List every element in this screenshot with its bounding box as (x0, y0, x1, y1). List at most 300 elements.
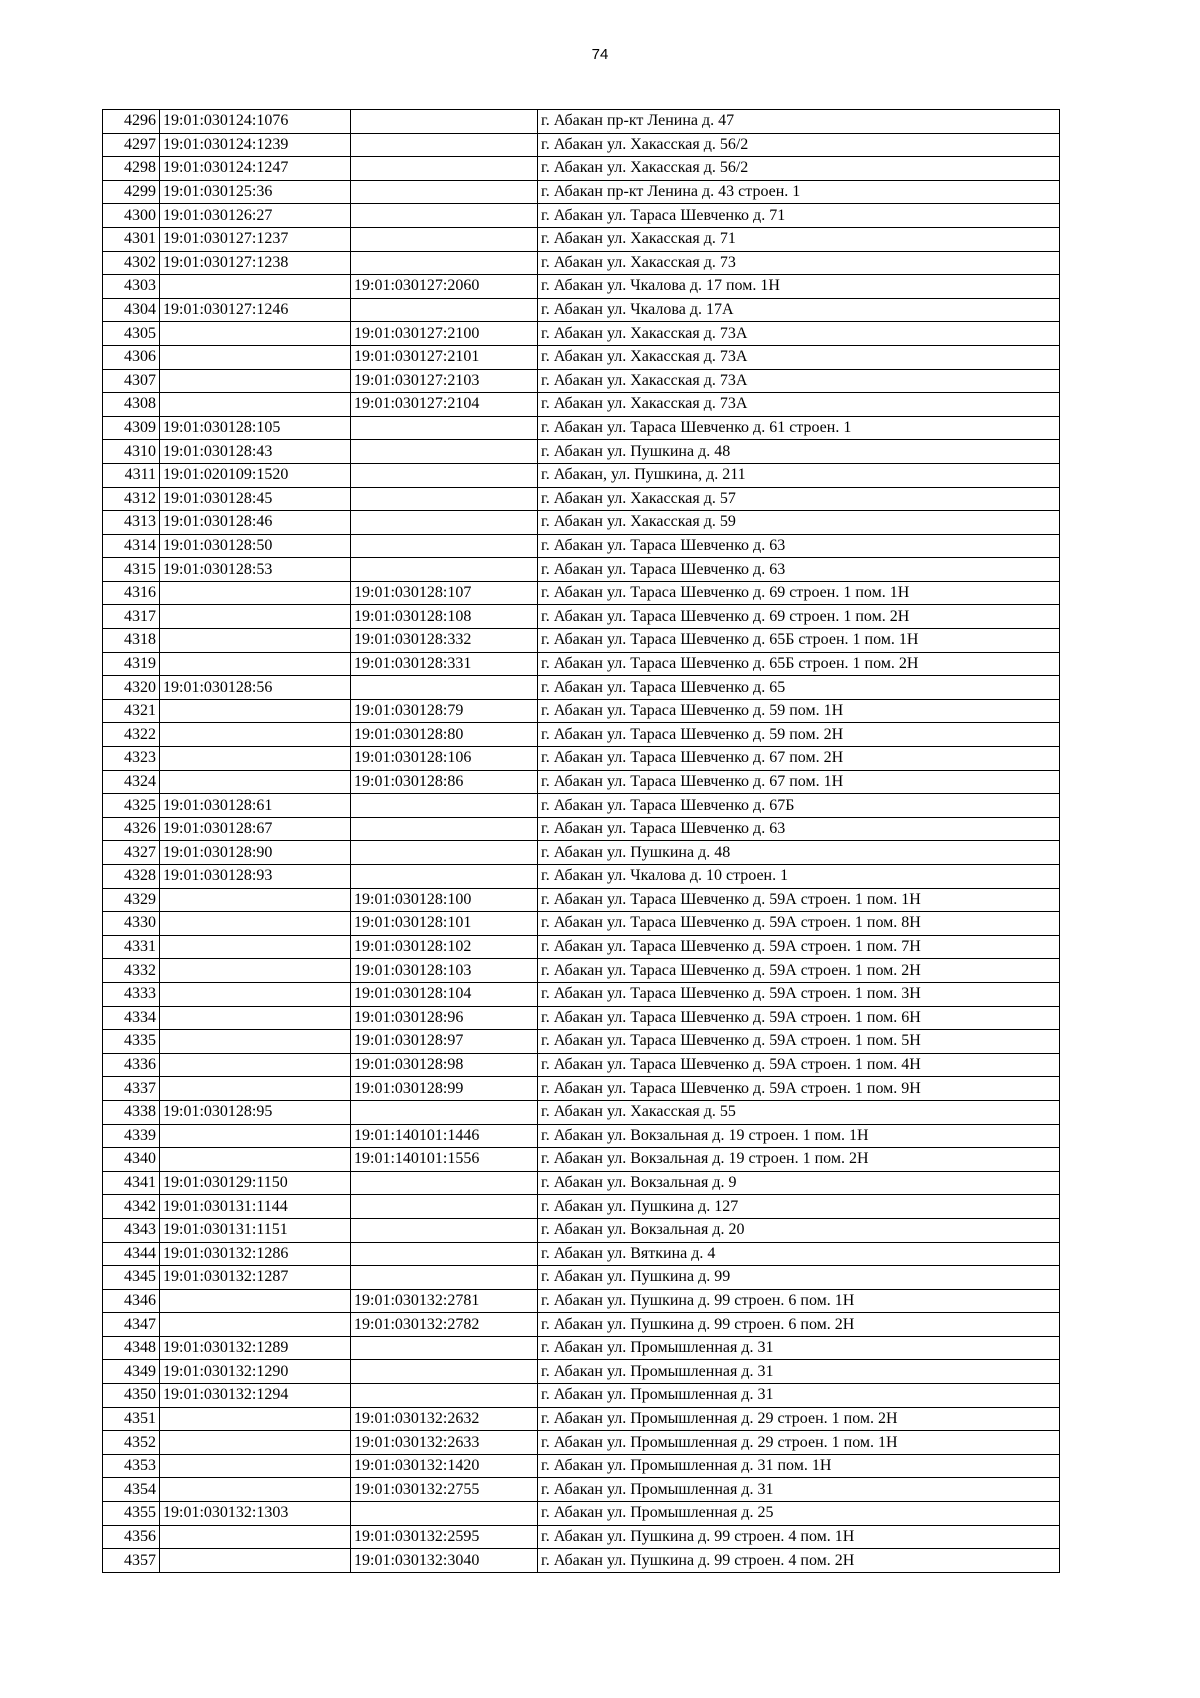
related-cadastral-number-cell (351, 204, 538, 228)
related-cadastral-number-cell (351, 1336, 538, 1360)
related-cadastral-number-cell: 19:01:030128:98 (351, 1053, 538, 1077)
row-number-cell: 4324 (103, 770, 160, 794)
table-row (103, 581, 1060, 605)
table-row (103, 298, 1060, 322)
table-row (103, 204, 1060, 228)
row-number-cell: 4309 (103, 416, 160, 440)
related-cadastral-number-cell: 19:01:030128:102 (351, 935, 538, 959)
related-cadastral-number-cell: 19:01:030128:99 (351, 1077, 538, 1101)
related-cadastral-number-cell (351, 416, 538, 440)
cadastral-number-cell (160, 393, 351, 417)
cadastral-number-cell (160, 888, 351, 912)
registry-table (102, 109, 1060, 1573)
cadastral-number-cell (160, 723, 351, 747)
address-cell: г. Абакан ул. Вокзальная д. 19 строен. 1 пом. 1Н (538, 1124, 1060, 1148)
related-cadastral-number-cell (351, 1218, 538, 1242)
related-cadastral-number-cell: 19:01:030128:100 (351, 888, 538, 912)
address-cell: г. Абакан, ул. Пушкина, д. 211 (538, 463, 1060, 487)
address-cell: г. Абакан ул. Тараса Шевченко д. 59А строен. 1 пом. 3Н (538, 982, 1060, 1006)
related-cadastral-number-cell: 19:01:030128:332 (351, 629, 538, 653)
related-cadastral-number-cell (351, 794, 538, 818)
related-cadastral-number-cell: 19:01:030128:80 (351, 723, 538, 747)
cadastral-number-cell (160, 1148, 351, 1172)
address-cell: г. Абакан ул. Тараса Шевченко д. 65 (538, 676, 1060, 700)
table-row (103, 982, 1060, 1006)
related-cadastral-number-cell: 19:01:030128:104 (351, 982, 538, 1006)
cadastral-number-cell: 19:01:030132:1287 (160, 1266, 351, 1290)
related-cadastral-number-cell (351, 1266, 538, 1290)
address-cell: г. Абакан ул. Пушкина д. 99 строен. 4 пом. 1Н (538, 1525, 1060, 1549)
related-cadastral-number-cell (351, 110, 538, 134)
table-row (103, 1384, 1060, 1408)
cadastral-number-cell: 19:01:030128:45 (160, 487, 351, 511)
cadastral-number-cell (160, 1006, 351, 1030)
cadastral-number-cell (160, 982, 351, 1006)
row-number-cell: 4342 (103, 1195, 160, 1219)
table-row (103, 935, 1060, 959)
address-cell: г. Абакан ул. Хакасская д. 56/2 (538, 133, 1060, 157)
address-cell: г. Абакан ул. Пушкина д. 99 строен. 6 пом. 2Н (538, 1313, 1060, 1337)
row-number-cell: 4323 (103, 747, 160, 771)
address-cell: г. Абакан ул. Пушкина д. 48 (538, 841, 1060, 865)
address-cell: г. Абакан ул. Тараса Шевченко д. 69 строен. 1 пом. 2Н (538, 605, 1060, 629)
table-row (103, 345, 1060, 369)
cadastral-number-cell: 19:01:030128:56 (160, 676, 351, 700)
row-number-cell: 4351 (103, 1407, 160, 1431)
cadastral-number-cell (160, 912, 351, 936)
related-cadastral-number-cell: 19:01:030132:2781 (351, 1289, 538, 1313)
address-cell: г. Абакан ул. Хакасская д. 73 (538, 251, 1060, 275)
row-number-cell: 4325 (103, 794, 160, 818)
related-cadastral-number-cell (351, 463, 538, 487)
cadastral-number-cell: 19:01:030127:1237 (160, 227, 351, 251)
address-cell: г. Абакан ул. Чкалова д. 10 строен. 1 (538, 865, 1060, 889)
row-number-cell: 4307 (103, 369, 160, 393)
row-number-cell: 4337 (103, 1077, 160, 1101)
cadastral-number-cell: 19:01:030132:1294 (160, 1384, 351, 1408)
related-cadastral-number-cell: 19:01:030132:2782 (351, 1313, 538, 1337)
related-cadastral-number-cell: 19:01:030128:79 (351, 699, 538, 723)
row-number-cell: 4331 (103, 935, 160, 959)
row-number-cell: 4345 (103, 1266, 160, 1290)
related-cadastral-number-cell (351, 298, 538, 322)
table-row (103, 511, 1060, 535)
row-number-cell: 4333 (103, 982, 160, 1006)
cadastral-number-cell: 19:01:030128:43 (160, 440, 351, 464)
cadastral-number-cell (160, 1525, 351, 1549)
row-number-cell: 4296 (103, 110, 160, 134)
row-number-cell: 4300 (103, 204, 160, 228)
table-row (103, 865, 1060, 889)
related-cadastral-number-cell: 19:01:140101:1556 (351, 1148, 538, 1172)
table-row (103, 1407, 1060, 1431)
table-row (103, 463, 1060, 487)
address-cell: г. Абакан ул. Промышленная д. 25 (538, 1502, 1060, 1526)
table-row (103, 133, 1060, 157)
row-number-cell: 4357 (103, 1549, 160, 1573)
row-number-cell: 4326 (103, 817, 160, 841)
table-row (103, 1431, 1060, 1455)
table-row (103, 1006, 1060, 1030)
row-number-cell: 4356 (103, 1525, 160, 1549)
related-cadastral-number-cell (351, 1242, 538, 1266)
row-number-cell: 4299 (103, 180, 160, 204)
cadastral-number-cell: 19:01:030128:90 (160, 841, 351, 865)
address-cell: г. Абакан ул. Чкалова д. 17 пом. 1Н (538, 275, 1060, 299)
table-row (103, 629, 1060, 653)
related-cadastral-number-cell: 19:01:030128:106 (351, 747, 538, 771)
table-row (103, 1124, 1060, 1148)
cadastral-number-cell: 19:01:030128:53 (160, 558, 351, 582)
table-row (103, 1030, 1060, 1054)
address-cell: г. Абакан ул. Тараса Шевченко д. 59А строен. 1 пом. 6Н (538, 1006, 1060, 1030)
related-cadastral-number-cell (351, 511, 538, 535)
row-number-cell: 4343 (103, 1218, 160, 1242)
address-cell: г. Абакан ул. Тараса Шевченко д. 59 пом. 1Н (538, 699, 1060, 723)
table-row (103, 440, 1060, 464)
address-cell: г. Абакан ул. Тараса Шевченко д. 59А строен. 1 пом. 5Н (538, 1030, 1060, 1054)
table-row (103, 1549, 1060, 1573)
address-cell: г. Абакан ул. Тараса Шевченко д. 65Б строен. 1 пом. 2Н (538, 652, 1060, 676)
table-row (103, 605, 1060, 629)
related-cadastral-number-cell: 19:01:030128:331 (351, 652, 538, 676)
address-cell: г. Абакан пр-кт Ленина д. 43 строен. 1 (538, 180, 1060, 204)
table-row (103, 416, 1060, 440)
address-cell: г. Абакан ул. Пушкина д. 48 (538, 440, 1060, 464)
related-cadastral-number-cell: 19:01:030132:2755 (351, 1478, 538, 1502)
row-number-cell: 4310 (103, 440, 160, 464)
table-row (103, 1053, 1060, 1077)
table-row (103, 157, 1060, 181)
cadastral-number-cell: 19:01:030128:105 (160, 416, 351, 440)
related-cadastral-number-cell: 19:01:030127:2104 (351, 393, 538, 417)
table-row (103, 794, 1060, 818)
table-row (103, 1242, 1060, 1266)
cadastral-number-cell: 19:01:030131:1144 (160, 1195, 351, 1219)
table-row (103, 227, 1060, 251)
table-row (103, 676, 1060, 700)
cadastral-number-cell: 19:01:030129:1150 (160, 1171, 351, 1195)
related-cadastral-number-cell: 19:01:030132:2633 (351, 1431, 538, 1455)
address-cell: г. Абакан ул. Промышленная д. 31 (538, 1384, 1060, 1408)
table-row (103, 110, 1060, 134)
row-number-cell: 4330 (103, 912, 160, 936)
address-cell: г. Абакан ул. Хакасская д. 71 (538, 227, 1060, 251)
table-row (103, 817, 1060, 841)
address-cell: г. Абакан ул. Тараса Шевченко д. 63 (538, 534, 1060, 558)
table-row (103, 747, 1060, 771)
related-cadastral-number-cell (351, 676, 538, 700)
row-number-cell: 4308 (103, 393, 160, 417)
row-number-cell: 4301 (103, 227, 160, 251)
table-row (103, 1336, 1060, 1360)
cadastral-number-cell (160, 1454, 351, 1478)
row-number-cell: 4336 (103, 1053, 160, 1077)
cadastral-number-cell: 19:01:030132:1290 (160, 1360, 351, 1384)
address-cell: г. Абакан ул. Вокзальная д. 19 строен. 1 пом. 2Н (538, 1148, 1060, 1172)
cadastral-number-cell (160, 699, 351, 723)
related-cadastral-number-cell: 19:01:030128:96 (351, 1006, 538, 1030)
row-number-cell: 4352 (103, 1431, 160, 1455)
cadastral-number-cell (160, 322, 351, 346)
address-cell: г. Абакан ул. Промышленная д. 29 строен. 1 пом. 2Н (538, 1407, 1060, 1431)
row-number-cell: 4355 (103, 1502, 160, 1526)
table-row (103, 1171, 1060, 1195)
table-row (103, 1266, 1060, 1290)
table-row (103, 1313, 1060, 1337)
row-number-cell: 4340 (103, 1148, 160, 1172)
address-cell: г. Абакан ул. Тараса Шевченко д. 59А строен. 1 пом. 8Н (538, 912, 1060, 936)
row-number-cell: 4305 (103, 322, 160, 346)
related-cadastral-number-cell (351, 251, 538, 275)
table-row (103, 180, 1060, 204)
table-row (103, 770, 1060, 794)
cadastral-number-cell: 19:01:030127:1246 (160, 298, 351, 322)
related-cadastral-number-cell: 19:01:030127:2101 (351, 345, 538, 369)
address-cell: г. Абакан ул. Хакасская д. 55 (538, 1100, 1060, 1124)
table-row (103, 1148, 1060, 1172)
address-cell: г. Абакан ул. Вокзальная д. 9 (538, 1171, 1060, 1195)
cadastral-number-cell: 19:01:030132:1286 (160, 1242, 351, 1266)
related-cadastral-number-cell: 19:01:030132:1420 (351, 1454, 538, 1478)
related-cadastral-number-cell (351, 1502, 538, 1526)
related-cadastral-number-cell: 19:01:140101:1446 (351, 1124, 538, 1148)
related-cadastral-number-cell (351, 1195, 538, 1219)
table-row (103, 1454, 1060, 1478)
row-number-cell: 4318 (103, 629, 160, 653)
cadastral-number-cell: 19:01:020109:1520 (160, 463, 351, 487)
related-cadastral-number-cell: 19:01:030132:2632 (351, 1407, 538, 1431)
table-row (103, 534, 1060, 558)
row-number-cell: 4316 (103, 581, 160, 605)
related-cadastral-number-cell (351, 1360, 538, 1384)
table-row (103, 1100, 1060, 1124)
cadastral-number-cell: 19:01:030126:27 (160, 204, 351, 228)
address-cell: г. Абакан ул. Хакасская д. 73А (538, 345, 1060, 369)
cadastral-number-cell (160, 605, 351, 629)
row-number-cell: 4298 (103, 157, 160, 181)
row-number-cell: 4354 (103, 1478, 160, 1502)
table-row (103, 393, 1060, 417)
table-row (103, 723, 1060, 747)
related-cadastral-number-cell (351, 180, 538, 204)
row-number-cell: 4348 (103, 1336, 160, 1360)
row-number-cell: 4315 (103, 558, 160, 582)
related-cadastral-number-cell: 19:01:030128:108 (351, 605, 538, 629)
cadastral-number-cell (160, 629, 351, 653)
row-number-cell: 4349 (103, 1360, 160, 1384)
table-row (103, 652, 1060, 676)
address-cell: г. Абакан ул. Тараса Шевченко д. 59А строен. 1 пом. 9Н (538, 1077, 1060, 1101)
cadastral-number-cell: 19:01:030124:1247 (160, 157, 351, 181)
related-cadastral-number-cell (351, 440, 538, 464)
cadastral-number-cell (160, 1289, 351, 1313)
related-cadastral-number-cell (351, 157, 538, 181)
address-cell: г. Абакан ул. Тараса Шевченко д. 59А строен. 1 пом. 4Н (538, 1053, 1060, 1077)
cadastral-number-cell (160, 1030, 351, 1054)
related-cadastral-number-cell: 19:01:030128:97 (351, 1030, 538, 1054)
cadastral-number-cell (160, 1124, 351, 1148)
cadastral-number-cell: 19:01:030128:46 (160, 511, 351, 535)
cadastral-number-cell: 19:01:030124:1076 (160, 110, 351, 134)
related-cadastral-number-cell: 19:01:030127:2060 (351, 275, 538, 299)
address-cell: г. Абакан ул. Пушкина д. 99 строен. 4 пом. 2Н (538, 1549, 1060, 1573)
address-cell: г. Абакан ул. Тараса Шевченко д. 67Б (538, 794, 1060, 818)
related-cadastral-number-cell (351, 534, 538, 558)
address-cell: г. Абакан ул. Тараса Шевченко д. 59А строен. 1 пом. 1Н (538, 888, 1060, 912)
row-number-cell: 4341 (103, 1171, 160, 1195)
row-number-cell: 4313 (103, 511, 160, 535)
table-row (103, 1289, 1060, 1313)
related-cadastral-number-cell: 19:01:030128:86 (351, 770, 538, 794)
cadastral-number-cell (160, 1407, 351, 1431)
address-cell: г. Абакан ул. Хакасская д. 56/2 (538, 157, 1060, 181)
row-number-cell: 4320 (103, 676, 160, 700)
address-cell: г. Абакан ул. Хакасская д. 73А (538, 322, 1060, 346)
related-cadastral-number-cell: 19:01:030128:101 (351, 912, 538, 936)
cadastral-number-cell: 19:01:030128:95 (160, 1100, 351, 1124)
address-cell: г. Абакан ул. Пушкина д. 99 (538, 1266, 1060, 1290)
address-cell: г. Абакан ул. Хакасская д. 57 (538, 487, 1060, 511)
table-row (103, 1077, 1060, 1101)
table-row (103, 1195, 1060, 1219)
address-cell: г. Абакан ул. Тараса Шевченко д. 69 строен. 1 пом. 1Н (538, 581, 1060, 605)
row-number-cell: 4328 (103, 865, 160, 889)
cadastral-number-cell (160, 652, 351, 676)
address-cell: г. Абакан ул. Тараса Шевченко д. 71 (538, 204, 1060, 228)
related-cadastral-number-cell (351, 1171, 538, 1195)
table-row (103, 888, 1060, 912)
row-number-cell: 4350 (103, 1384, 160, 1408)
related-cadastral-number-cell (351, 133, 538, 157)
cadastral-number-cell (160, 770, 351, 794)
row-number-cell: 4339 (103, 1124, 160, 1148)
address-cell: г. Абакан ул. Хакасская д. 59 (538, 511, 1060, 535)
row-number-cell: 4311 (103, 463, 160, 487)
row-number-cell: 4312 (103, 487, 160, 511)
cadastral-number-cell: 19:01:030125:36 (160, 180, 351, 204)
address-cell: г. Абакан ул. Промышленная д. 29 строен. 1 пом. 1Н (538, 1431, 1060, 1455)
table-row (103, 369, 1060, 393)
cadastral-number-cell (160, 747, 351, 771)
row-number-cell: 4335 (103, 1030, 160, 1054)
address-cell: г. Абакан ул. Тараса Шевченко д. 61 строен. 1 (538, 416, 1060, 440)
cadastral-number-cell (160, 1478, 351, 1502)
address-cell: г. Абакан ул. Тараса Шевченко д. 59А строен. 1 пом. 7Н (538, 935, 1060, 959)
table-row (103, 1218, 1060, 1242)
row-number-cell: 4346 (103, 1289, 160, 1313)
cadastral-number-cell (160, 1549, 351, 1573)
cadastral-number-cell (160, 935, 351, 959)
row-number-cell: 4322 (103, 723, 160, 747)
cadastral-number-cell (160, 1077, 351, 1101)
table-row (103, 251, 1060, 275)
table-row (103, 1360, 1060, 1384)
address-cell: г. Абакан ул. Хакасская д. 73А (538, 369, 1060, 393)
address-cell: г. Абакан ул. Тараса Шевченко д. 63 (538, 558, 1060, 582)
address-cell: г. Абакан пр-кт Ленина д. 47 (538, 110, 1060, 134)
row-number-cell: 4353 (103, 1454, 160, 1478)
cadastral-number-cell: 19:01:030127:1238 (160, 251, 351, 275)
row-number-cell: 4344 (103, 1242, 160, 1266)
cadastral-number-cell (160, 369, 351, 393)
address-cell: г. Абакан ул. Чкалова д. 17А (538, 298, 1060, 322)
row-number-cell: 4329 (103, 888, 160, 912)
row-number-cell: 4338 (103, 1100, 160, 1124)
page-number: 74 (591, 46, 609, 63)
address-cell: г. Абакан ул. Тараса Шевченко д. 67 пом. 2Н (538, 747, 1060, 771)
related-cadastral-number-cell (351, 227, 538, 251)
table-row (103, 912, 1060, 936)
cadastral-number-cell (160, 345, 351, 369)
address-cell: г. Абакан ул. Пушкина д. 99 строен. 6 пом. 1Н (538, 1289, 1060, 1313)
related-cadastral-number-cell: 19:01:030132:2595 (351, 1525, 538, 1549)
row-number-cell: 4297 (103, 133, 160, 157)
cadastral-number-cell: 19:01:030132:1289 (160, 1336, 351, 1360)
address-cell: г. Абакан ул. Промышленная д. 31 (538, 1478, 1060, 1502)
cadastral-number-cell: 19:01:030128:67 (160, 817, 351, 841)
row-number-cell: 4334 (103, 1006, 160, 1030)
address-cell: г. Абакан ул. Промышленная д. 31 пом. 1Н (538, 1454, 1060, 1478)
address-cell: г. Абакан ул. Вяткина д. 4 (538, 1242, 1060, 1266)
cadastral-number-cell (160, 275, 351, 299)
table-row (103, 1502, 1060, 1526)
row-number-cell: 4304 (103, 298, 160, 322)
address-cell: г. Абакан ул. Тараса Шевченко д. 59 пом. 2Н (538, 723, 1060, 747)
cadastral-number-cell (160, 1431, 351, 1455)
cadastral-number-cell (160, 1053, 351, 1077)
cadastral-number-cell: 19:01:030124:1239 (160, 133, 351, 157)
address-cell: г. Абакан ул. Тараса Шевченко д. 67 пом. 1Н (538, 770, 1060, 794)
related-cadastral-number-cell (351, 1100, 538, 1124)
cadastral-number-cell: 19:01:030128:61 (160, 794, 351, 818)
related-cadastral-number-cell (351, 841, 538, 865)
address-cell: г. Абакан ул. Тараса Шевченко д. 65Б строен. 1 пом. 1Н (538, 629, 1060, 653)
table-row (103, 841, 1060, 865)
related-cadastral-number-cell (351, 865, 538, 889)
row-number-cell: 4306 (103, 345, 160, 369)
cadastral-number-cell: 19:01:030132:1303 (160, 1502, 351, 1526)
related-cadastral-number-cell: 19:01:030127:2100 (351, 322, 538, 346)
row-number-cell: 4321 (103, 699, 160, 723)
row-number-cell: 4314 (103, 534, 160, 558)
related-cadastral-number-cell (351, 487, 538, 511)
address-cell: г. Абакан ул. Тараса Шевченко д. 59А строен. 1 пом. 2Н (538, 959, 1060, 983)
table-row (103, 322, 1060, 346)
address-cell: г. Абакан ул. Промышленная д. 31 (538, 1336, 1060, 1360)
address-cell: г. Абакан ул. Промышленная д. 31 (538, 1360, 1060, 1384)
registry-table-body (103, 110, 1060, 1573)
row-number-cell: 4303 (103, 275, 160, 299)
cadastral-number-cell (160, 581, 351, 605)
related-cadastral-number-cell (351, 558, 538, 582)
table-row (103, 1525, 1060, 1549)
row-number-cell: 4327 (103, 841, 160, 865)
row-number-cell: 4347 (103, 1313, 160, 1337)
table-row (103, 487, 1060, 511)
related-cadastral-number-cell: 19:01:030128:103 (351, 959, 538, 983)
related-cadastral-number-cell: 19:01:030127:2103 (351, 369, 538, 393)
cadastral-number-cell: 19:01:030128:50 (160, 534, 351, 558)
row-number-cell: 4302 (103, 251, 160, 275)
table-row (103, 959, 1060, 983)
table-row (103, 699, 1060, 723)
row-number-cell: 4317 (103, 605, 160, 629)
cadastral-number-cell: 19:01:030128:93 (160, 865, 351, 889)
address-cell: г. Абакан ул. Хакасская д. 73А (538, 393, 1060, 417)
row-number-cell: 4332 (103, 959, 160, 983)
address-cell: г. Абакан ул. Пушкина д. 127 (538, 1195, 1060, 1219)
